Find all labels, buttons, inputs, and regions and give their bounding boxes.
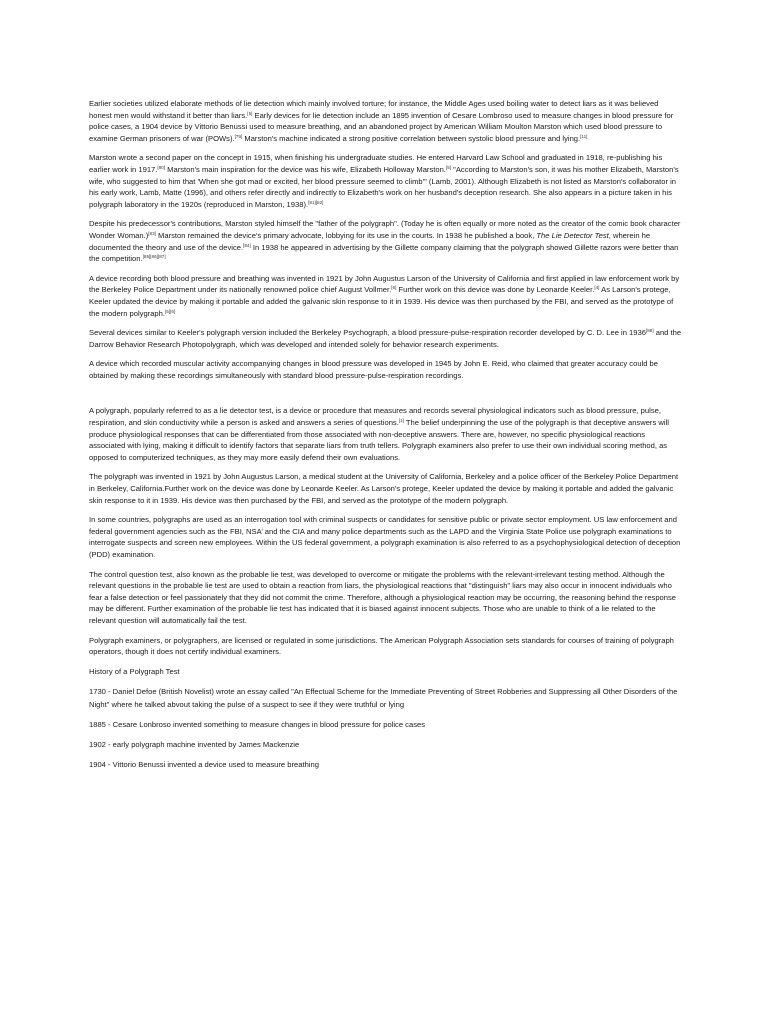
paragraph — [89, 152, 683, 210]
citation-superscript: [6] — [391, 285, 397, 291]
text-run: Early devices for lie detection include an 1895 invention of Cesare Lombroso used to measure changes in blood pressure for police cases, a 1904 device by Vittorio Benussi used to measure breathing, and an abandoned project by American William Moulton Marston which used blood pressure to examine German prisoners of war (POWs). — [89, 110, 674, 143]
citation-superscript: [1] — [398, 418, 404, 424]
text-run: 1885 - Cesare Lonbroso invented something to measure changes in blood pressure for police cases — [89, 720, 426, 730]
citation-superscript: [79] — [234, 133, 243, 139]
paragraph — [89, 405, 683, 463]
citation-superscript: [84] — [243, 242, 251, 248]
citation-superscript: [5] — [247, 110, 253, 116]
document-body — [89, 98, 683, 778]
text-run: A device recording both blood pressure and breathing was invented in 1921 by John Augustus Larson of the University of California and first applied in law enforcement work by the Berkeley Police Department under its nationally renowned police chief August Vollmer. — [89, 273, 680, 295]
italic-title: The Lie Detector Test — [536, 230, 609, 240]
citation-superscript: [5] — [445, 164, 452, 170]
text-run: Several devices similar to Keeler's polygraph version included the Berkeley Psychograph, a blood pressure-pulse-respiration recorder developed by C. D. Lee in 1936 — [89, 328, 646, 338]
text-run: "According to Marston's son, it was his mother Elizabeth, Marston's wife, who suggested to him that 'When she got mad or excited, her blood pressure seemed to climb'" (Lamb, 2001). Although Elizabeth is not listed as Marston's collaborator in his early work, Lamb, Matte (1996), and others refer directly and indirectly to Elizabeth's work on her husband's deception research. She also appears in a picture taken in his polygraph laboratory in the 1920s (reproduced in Marston, 1938). — [89, 164, 679, 209]
text-run: A device which recorded muscular activity accompanying changes in blood pressure was developed in 1945 by John E. Reid, who claimed that greater accuracy could be obtained by making these recordings simultaneously with standard blood pressure-pulse-respiration recordings. — [89, 359, 659, 380]
paragraph — [89, 358, 683, 381]
paragraph — [89, 218, 683, 264]
text-run: 1902 - early polygraph machine invented by James Mackenzie — [89, 739, 300, 749]
text-run: In 1938 he appeared in advertising by the Gillette company claiming that the polygraph showed Gillette razors were better than the competition. — [89, 242, 679, 264]
paragraph — [89, 759, 683, 771]
text-run: Marston's machine indicated a strong positive correlation between systolic blood pressure and lying. — [242, 133, 581, 143]
paragraph — [89, 685, 683, 711]
text-run: Marston's main inspiration for the device was his wife, Elizabeth Holloway Marston. — [165, 164, 446, 174]
citation-superscript: [81][82] — [308, 199, 324, 205]
text-run: and the CIA and many police departments such as the LAPD and the Virginia State Police use polygraph examinations to interrogate suspects and screen new employees. Within the US federal government, a polygraph examination is also referred to as a psychophysiological detection of deception (PDD) examination. — [89, 526, 681, 559]
text-run: 1904 - Vittorio Benussi invented a device used to measure breathing — [89, 759, 319, 769]
text-run: In some countries, polygraphs are used as an interrogation tool with criminal suspects or candidates for sensitive public or private sector employment. US law enforcement and federal government agencies such as the FBI, NSA — [89, 515, 677, 536]
text-run: Further work on this device was done by Leonarde Keeler. — [396, 285, 595, 295]
text-run: Marston wrote a second paper on the concept in 1915, when finishing his undergraduate studies. He entered Harvard Law School and graduated in 1918, re-publishing his earlier work in 1917. — [89, 153, 663, 174]
paragraph — [89, 514, 683, 560]
text-run: 1730 - Daniel Defoe (British Novelist) wrote an essay called "An Effectual Scheme for the Immediate Preventing of Street Robberies and Suppressing all Other Disorders of the Night" where he talked abvout taking the pulse of a suspect to see if they were truthful or lying — [89, 687, 678, 710]
citation-superscript: i — [261, 526, 263, 532]
text-run: The polygraph was invented in 1921 by John Augustus Larson, a medical student at the University of California, Berkeley and a police officer of the Berkeley Police Department in Berkeley, California.Further work on the device was done by Leonarde Keeler. As Larson's protege, Keeler updated the device by making it portable and added the galvanic skin response to it in 1939. His device was then purchased by the FBI, and served as the prototype of the modern polygraph. — [89, 472, 679, 505]
text-run: The belief underpinning the use of the polygraph is that deceptive answers will produce physiological responses that can be differentiated from those associated with non-deceptive answers. There are, however, no specific physiological reactions associated with lying, making it difficult to identify factors that separate liars from truth tellers. Polygraph examiners also prefer to use their own individual scoring method, as opposed to computerized techniques, as they may more easily defend their own evaluations. — [89, 418, 669, 462]
text-run: Despite his predecessor's contributions, Marston styled himself the "father of the polygraph". (Today he is often equally or more noted as the creator of the comic book character Wonder Woman.) — [89, 219, 681, 240]
text-run: and the Darrow Behavior Research Photopolygraph, which was developed and intended solely for behavior research experiments. — [89, 328, 682, 349]
paragraph — [89, 739, 683, 751]
text-run: Polygraph examiners, or polygraphers, are licensed or regulated in some jurisdictions. The American Polygraph Association sets standards for courses of training of polygraph operators, though it does not certify individual examiners. — [89, 635, 674, 657]
citation-superscript: [4] — [594, 285, 600, 291]
citation-superscript: [80] — [157, 164, 166, 170]
text-run: A polygraph, popularly referred to as a lie detector test, is a device or procedure that measures and records several physiological indicators such as blood pressure, pulse, respiration, and skin conductivity while a person is asked and answers a series of questions. — [89, 406, 661, 428]
citation-superscript: [88] — [645, 328, 654, 334]
paragraph — [89, 635, 683, 658]
text-run: History of a Polygraph Test — [89, 666, 180, 676]
citation-superscript: [83] — [148, 230, 156, 236]
paragraph — [89, 327, 683, 350]
paragraph — [89, 471, 683, 506]
paragraph — [89, 569, 683, 627]
text-run: Marston remained the device's primary advocate, lobbying for its use in the courts. In 1938 he published a book, — [155, 230, 537, 240]
paragraph — [89, 719, 683, 731]
paragraph — [89, 666, 683, 678]
text-run: , wherein he documented the theory and use of the device. — [89, 230, 651, 252]
text-run: As Larson's protege, Keeler updated the device by making it portable and added the galvanic skin response to it in 1939. His device was then purchased by the FBI, and served as the prototype of the modern polygraph. — [89, 285, 674, 318]
paragraph — [89, 273, 683, 319]
citation-superscript: [85][86][87] — [142, 254, 166, 260]
paragraph — [89, 98, 683, 144]
text-run: Earlier societies utilized elaborate methods of lie detection which mainly involved torture; for instance, the Middle Ages used boiling water to detect liars as it was believed honest men would withstand it better than liars. — [89, 99, 659, 120]
text-run: The control question test, also known as the probable lie test, was developed to overcome or mitigate the problems with the relevant-irrelevant testing method. Although the relevant questions in the probable lie test are used to obtain a reaction from liars, the physiological reactions that "distinguish" liars may also occur in innocent individuals who fear a false detection or feel passionately that they did not commit the crime. Therefore, although a physiological reaction may be occurring, the reasoning behind the response may be different. Further examination of the probable lie test has indicated that it is biased against innocent subjects. Those who are unable to think of a lie related to the relevant question will automatically fail the test. — [89, 569, 677, 625]
citation-superscript: [11] — [580, 133, 588, 139]
citation-superscript: [5][6] — [165, 308, 176, 314]
